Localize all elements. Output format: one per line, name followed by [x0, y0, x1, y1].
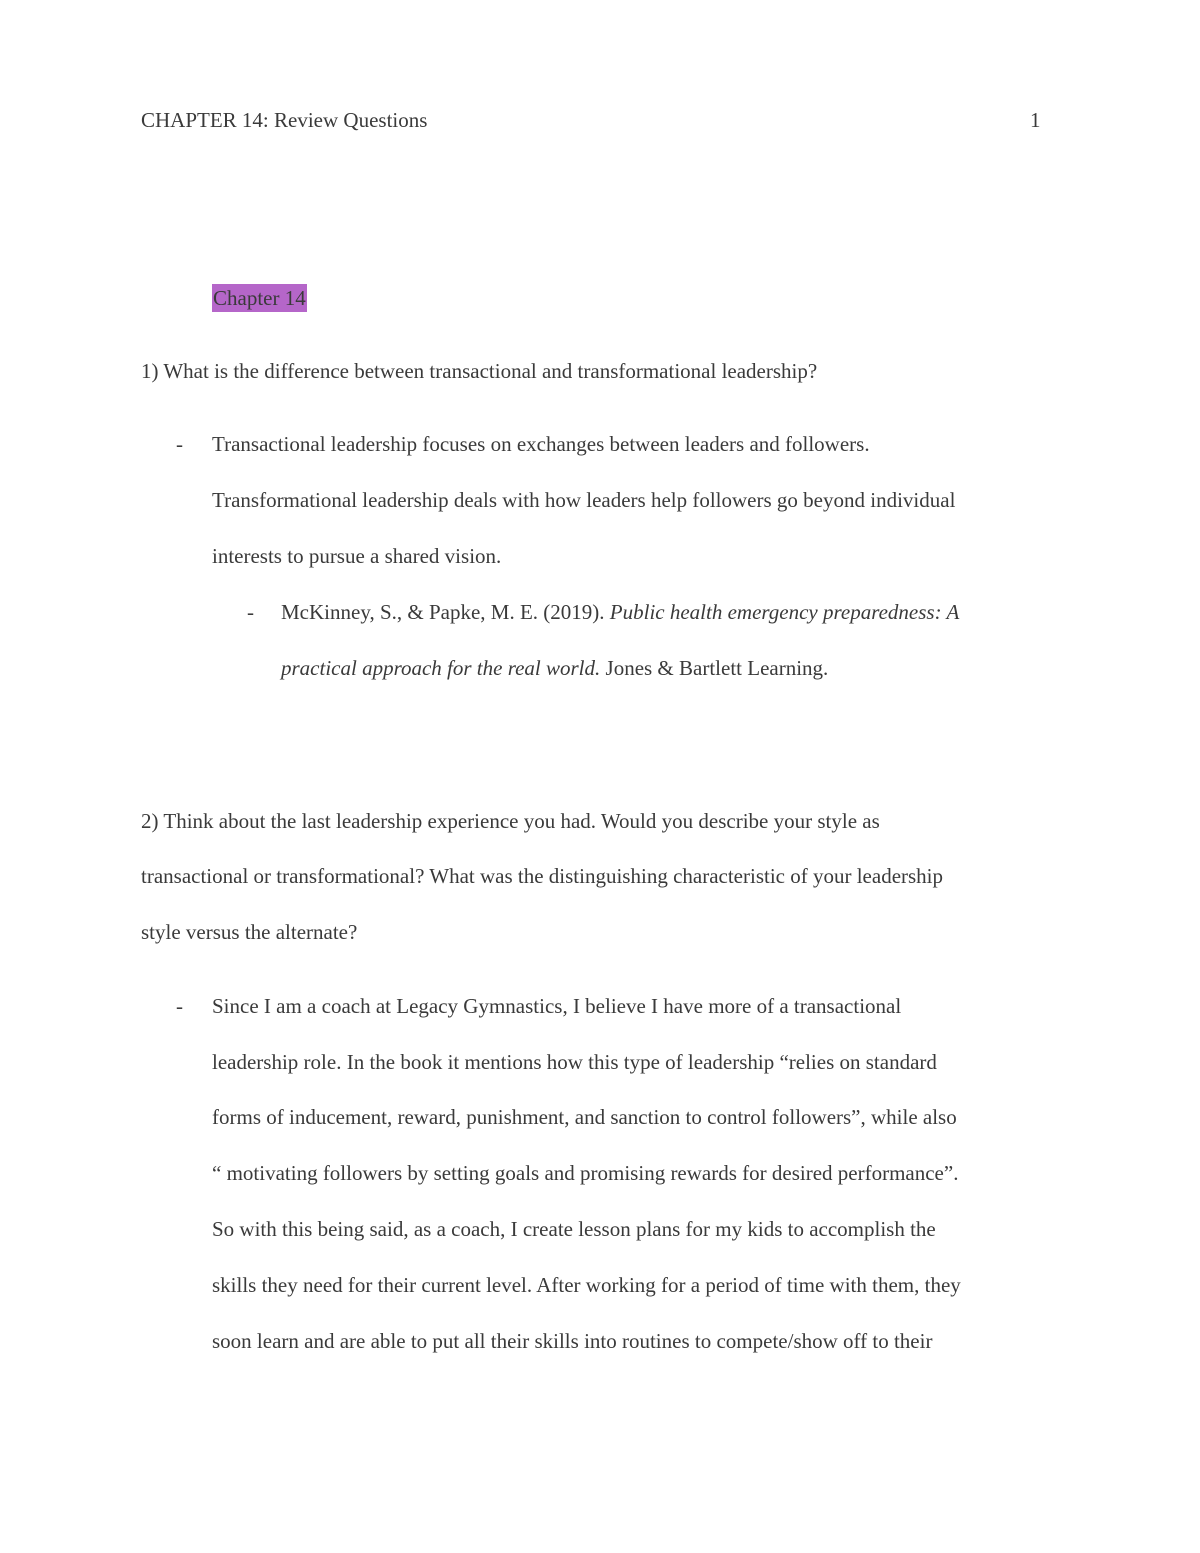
page-number: 1 — [1030, 108, 1041, 132]
bullet-marker: - — [176, 994, 183, 1018]
answer-1-line-2: Transformational leadership deals with how leaders help followers go beyond individual — [212, 488, 956, 512]
answer-1-line-1: Transactional leadership focuses on exchanges between leaders and followers. — [212, 432, 870, 456]
citation-line-1 — [281, 598, 959, 626]
citation-bullet-marker: - — [247, 600, 254, 624]
citation-title-part-1: Public health emergency preparedness: A — [609, 600, 960, 624]
answer-2-line-6: skills they need for their current level. After working for a period of time with them, they — [212, 1273, 961, 1297]
answer-2-line-2: leadership role. In the book it mentions how this type of leadership “relies on standard — [212, 1050, 937, 1074]
bullet-marker: - — [176, 432, 183, 456]
question-2-line-2: transactional or transformational? What was the distinguishing characteristic of your leadership — [141, 864, 944, 888]
answer-1-line-3: interests to pursue a shared vision. — [212, 544, 502, 568]
answer-2-line-4: “ motivating followers by setting goals and promising rewards for desired performance”. — [212, 1161, 959, 1185]
answer-2-line-5: So with this being said, as a coach, I create lesson plans for my kids to accomplish the — [212, 1217, 936, 1241]
citation-line-2 — [281, 654, 828, 682]
citation-authors: McKinney, S., & Papke, M. E. (2019). — [281, 600, 610, 624]
question-1: 1) What is the difference between transactional and transformational leadership? — [141, 359, 818, 383]
question-2-line-3: style versus the alternate? — [141, 920, 358, 944]
answer-2-line-7: soon learn and are able to put all their skills into routines to compete/show off to their — [212, 1329, 933, 1353]
answer-2-line-1: Since I am a coach at Legacy Gymnastics, I believe I have more of a transactional — [212, 994, 902, 1018]
citation-publisher: Jones & Bartlett Learning. — [600, 656, 829, 680]
question-2-line-1: 2) Think about the last leadership experience you had. Would you describe your style as — [141, 809, 880, 833]
running-header-title: CHAPTER 14: Review Questions — [141, 108, 428, 132]
chapter-heading: Chapter 14 — [213, 286, 306, 310]
answer-2-line-3: forms of inducement, reward, punishment, and sanction to control followers”, while also — [212, 1105, 957, 1129]
citation-title-part-2: practical approach for the real world. — [281, 656, 601, 680]
